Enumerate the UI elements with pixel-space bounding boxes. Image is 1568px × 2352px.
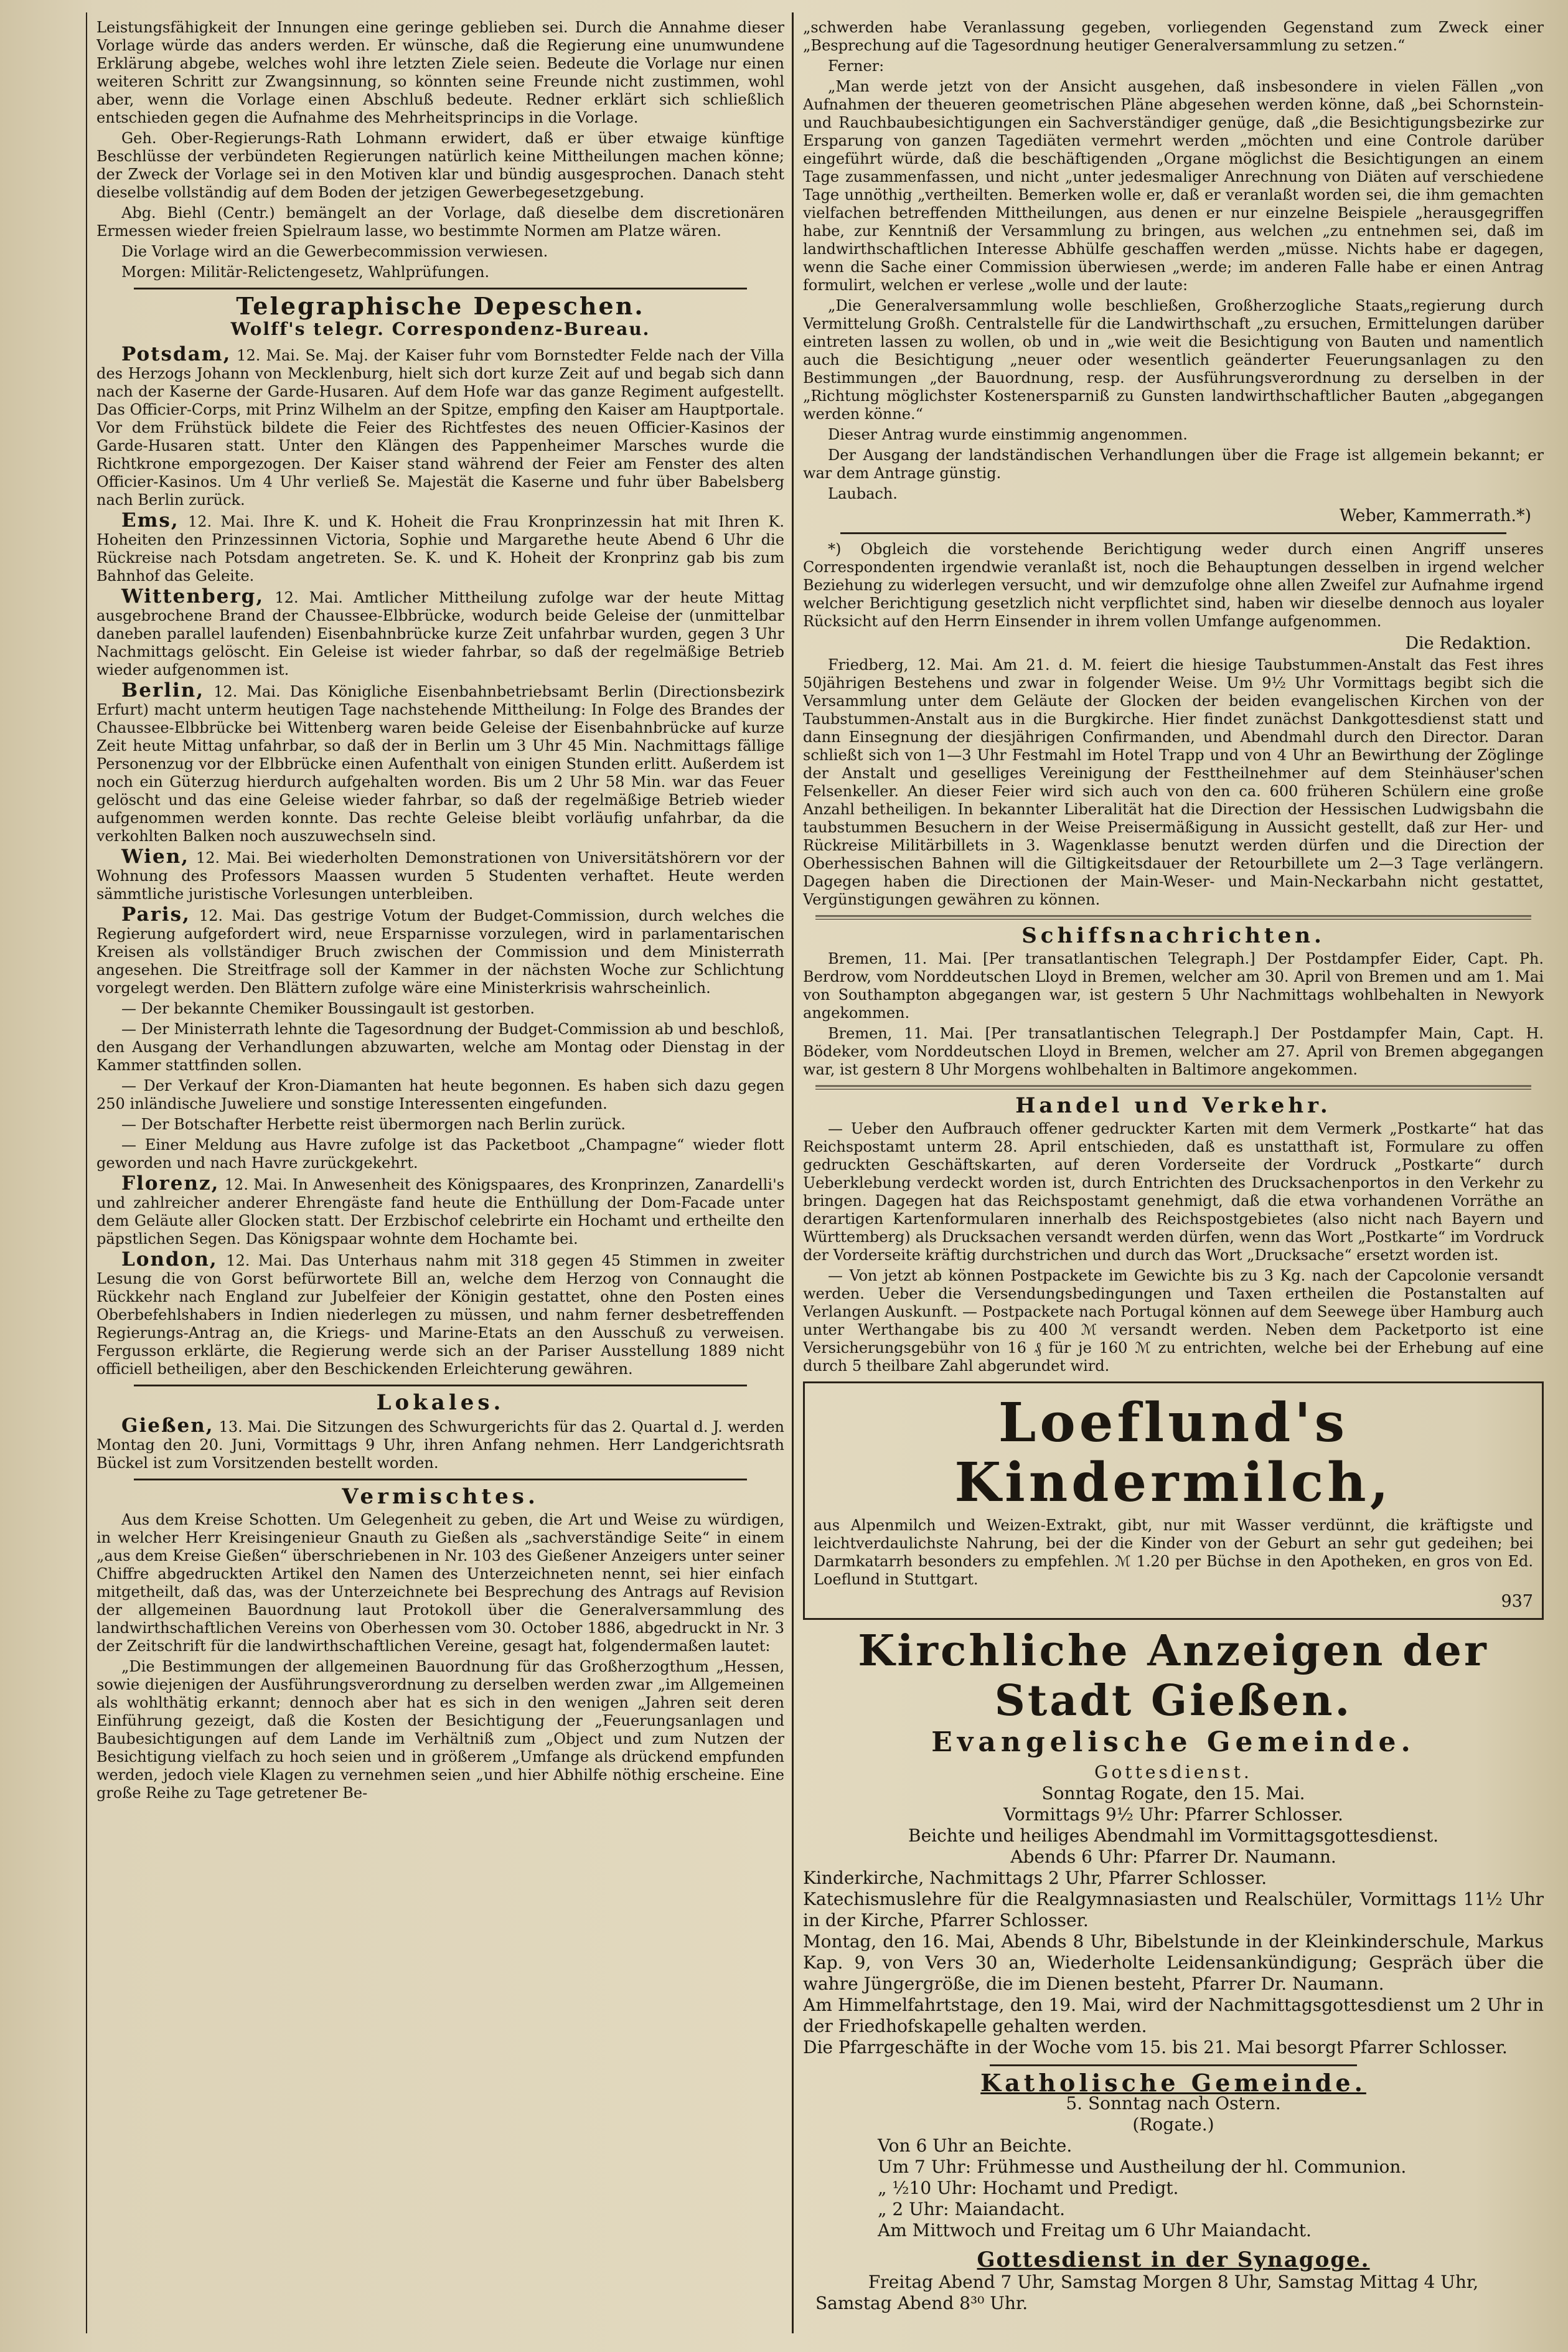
telegram-place: Berlin,	[121, 679, 205, 702]
telegram-item	[96, 845, 784, 903]
telegram-item	[96, 343, 784, 509]
schiffs-item: Bremen, 11. Mai. [Per transatlantischen Telegraph.] Der Postdampfer Eider, Capt. Ph. Berdrow, vom Norddeutschen Lloyd in Bremen, welcher am 30. April von Bremen und am 1. Mai von Southampton abgegangen war, ist gestern 5 Uhr Nachmittags wohlbehalten in Newyork angekommen.	[803, 950, 1544, 1022]
telegram-item	[96, 679, 784, 845]
handel-item: — Ueber den Aufbrauch offener gedruckter Karten mit dem Vermerk „Postkarte“ hat das Reichspostamt unterm 28. April entschieden, daß es unstatthaft ist, Formulare zu offen gedruckten Geschäftskarten, auf deren Vorderseite der Vordruck „Postkarte“ durch Ueberklebung verdeckt worden ist, durch Entrichten des Drucksachenportos in den Verkehr zu bringen. Dagegen hat das Reichspostamt genehmigt, daß die etwa vorhandenen Vorräthe an derartigen Kartenformularen innerhalb des Reichspostgebietes (also nicht nach Bayern und Württemberg) als Drucksachen versandt werden dürfen, wenn das Wort „Postkarte“ im Vordruck der Vorderseite kräftig durchstrichen und durch das Wort „Drucksache“ ersetzt worden ist.	[803, 1120, 1544, 1264]
section-divider	[815, 915, 1531, 920]
telegram-place: Wien,	[121, 845, 190, 868]
editorial-signature: Die Redaktion.	[1405, 634, 1531, 653]
catholic-subheading: 5. Sonntag nach Ostern.	[1066, 2093, 1281, 2114]
continued-paragraph: „schwerden habe Veranlassung gegeben, vorliegenden Gegenstand zum Zweck einer „Besprechung auf die Tagesordnung heutiger Generalversammlung zu setzen.“	[803, 19, 1544, 54]
intro-paragraph: Geh. Ober-Regierungs-Rath Lohmann erwidert, daß er über etwaige künftige Beschlüsse der verbündeten Regierungen natürlich keine Mittheilungen machen könne; der Zweck der Vorlage sei in den Motiven klar und bündig ausgesprochen. Danach steht dieselbe vollständig auf dem Boden der jetzigen Gewerbegesetzgebung.	[96, 129, 784, 201]
service-line: Vormittags 9½ Uhr: Pfarrer Schlosser.	[1003, 1804, 1343, 1825]
catholic-rogate: (Rogate.)	[1132, 2114, 1214, 2135]
service-line: „ 2 Uhr: Maiandacht.	[878, 2199, 1065, 2219]
intro-paragraph: Die Vorlage wird an die Gewerbecommission verwiesen.	[121, 243, 548, 260]
telegram-item	[96, 1077, 784, 1113]
synagogue-heading: Gottesdienst in der Synagoge.	[977, 2247, 1370, 2272]
handel-heading: Handel und Verkehr.	[1015, 1093, 1331, 1118]
schiffs-heading: Schiffsnachrichten.	[1021, 923, 1325, 948]
intro-paragraph: Leistungsfähigkeit der Innungen eine geringe geblieben sei. Durch die Annahme dieser Vorlage würde das anders werden. Er wünsche, daß die Regierung eine unumwundene Erklärung abgebe, welches wohl ihre letzten Ziele seien. Bedeute die Vorlage nur einen weiteren Schritt zur Zwangsinnung, so könnten seine Freunde nicht zustimmen, wohl aber, wenn die Vorlage einen Abschluß bedeute. Redner erklärt sich schließlich entschieden gegen die Aufnahme des Mehrheitsprincips in die Vorlage.	[96, 19, 784, 126]
schiffs-item: Bremen, 11. Mai. [Per transatlantischen Telegraph.] Der Postdampfer Main, Capt. H. Bödeker, vom Norddeutschen Lloyd in Bremen, welcher am 27. April von Bremen abgegangen war, ist gestern 8 Uhr Morgens wohlbehalten in Baltimore angekommen.	[803, 1025, 1544, 1078]
telegram-text: — Der bekannte Chemiker Boussingault ist gestorben.	[121, 1000, 535, 1017]
service-line: Sonntag Rogate, den 15. Mai.	[1041, 1783, 1305, 1804]
service-line: Die Pfarrgeschäfte in der Woche vom 15. bis 21. Mai besorgt Pfarrer Schlosser.	[803, 2037, 1508, 2058]
telegram-heading: Telegraphische Depeschen.	[236, 292, 645, 320]
telegram-subheading: Wolff's telegr. Correspondenz-Bureau.	[230, 319, 650, 339]
telegram-item	[96, 509, 784, 585]
telegram-place: Potsdam,	[121, 343, 232, 365]
telegram-text: 12. Mai. Bei wiederholten Demonstrationen von Universitätshörern vor der Wohnung des Professors Maassen wurden 5 Studenten verhaftet. Heute werden sämmtliche juristische Vorlesungen unterbleiben.	[96, 849, 784, 903]
telegram-text: 12. Mai. Ihre K. und K. Hoheit die Frau Kronprinzessin hat mit Ihren K. Hoheiten den Prinzessinnen Victoria, Sophie und Margarethe heute Abend 6 Uhr die Rückreise nach Potsdam angetreten. Se. K. und K. Hoheit der Kronprinz gab bis zum Bahnhof das Geleite.	[96, 513, 784, 585]
section-divider	[134, 1385, 747, 1386]
telegram-text: — Einer Meldung aus Havre zufolge ist das Packetboot „Champagne“ wieder flott geworden und nach Havre zurückgekehrt.	[96, 1136, 784, 1172]
synagogue-line: Samstag Abend 8³⁰ Uhr.	[815, 2293, 1028, 2313]
telegram-place: Florenz,	[121, 1172, 220, 1195]
continued-paragraph: Laubach.	[828, 485, 898, 502]
section-divider	[990, 2064, 1357, 2066]
service-heading: Gottesdienst.	[1094, 1762, 1252, 1782]
telegram-item	[96, 903, 784, 997]
service-line: Kinderkirche, Nachmittags 2 Uhr, Pfarrer Schlosser.	[803, 1868, 1267, 1888]
service-line: Katechismuslehre für die Realgymnasiasten und Realschüler, Vormittags 11½ Uhr in der Kirche, Pfarrer Schlosser.	[803, 1889, 1544, 1931]
friedberg-paragraph: Friedberg, 12. Mai. Am 21. d. M. feiert die hiesige Taubstummen-Anstalt das Fest ihres 50jährigen Bestehens und zwar in folgender Weise. Um 9½ Uhr Vormittags begibt sich die Versammlung unter dem Geläute der Glocken der beiden evangelischen Kirchen von der Taubstummen-Anstalt aus in die Burgkirche. Hier findet zunächst Dankgottesdienst statt und dann Einsegnung der diesjährigen Confirmanden, und Abendmahl durch den Director. Daran schließt sich von 1—3 Uhr Festmahl im Hotel Trapp und von 4 Uhr an Bewirthung der Zöglinge der Anstalt und geselliges Vereinigung der Festtheilnehmer auf dem Steinhäuser'schen Felsenkeller. An dieser Feier wird sich auch von den ca. 600 früheren Schülern eine große Anzahl betheiligen. In bekannter Liberalität hat die Direction der Hessischen Ludwigsbahn die taubstummen Besuchern in der Weise Preisermäßigung in Aussicht gestellt, daß zur Her- und Rückreise Militärbillets in 3. Wagenklasse benutzt werden dürfen und die Direction der Oberhessischen Bahnen will die Giltigkeitsdauer der Retourbillete um 2—3 Tage verlängern. Dagegen haben die Directionen der Main-Weser- und Main-Neckarbahn nicht gestattet, Vergünstigungen gewähren zu können.	[803, 656, 1544, 908]
right-column	[803, 19, 1544, 2327]
church-title: Kirchliche Anzeigen der Stadt Gießen.	[858, 1626, 1489, 1726]
continued-paragraph: Der Ausgang der landständischen Verhandlungen über die Frage ist allgemein bekannt; er war dem Antrage günstig.	[803, 446, 1544, 482]
intro-paragraph: Morgen: Militär-Relictengesetz, Wahlprüfungen.	[121, 263, 490, 281]
section-divider	[840, 532, 1506, 534]
continued-paragraph: Dieser Antrag wurde einstimmig angenommen.	[828, 426, 1188, 443]
section-divider	[134, 288, 747, 289]
telegram-item	[96, 1248, 784, 1378]
service-line: Von 6 Uhr an Beichte.	[878, 2135, 1073, 2156]
telegram-text: 12. Mai. In Anwesenheit des Königspaares, des Kronprinzen, Zanardelli's und zahlreicher anderer Ehrengäste fand heute die Enthüllung der Dom-Facade unter dem Geläute aller Glocken statt. Der Erzbischof celebrirte ein Hochamt und ertheilte den päpstlichen Segen. Das Königspaar wohnte dem Hochamte bei.	[96, 1176, 784, 1248]
service-line: Am Mittwoch und Freitag um 6 Uhr Maiandacht.	[878, 2220, 1312, 2241]
ad-number: 937	[1501, 1592, 1533, 1611]
telegram-list	[96, 343, 784, 1378]
catholic-heading: Katholische Gemeinde.	[980, 2069, 1366, 2097]
telegram-item	[96, 1136, 784, 1172]
service-line: „ ½10 Uhr: Hochamt und Predigt.	[878, 2178, 1179, 2198]
advertisement-box	[803, 1381, 1544, 1620]
intro-paragraph: Abg. Biehl (Centr.) bemängelt an der Vorlage, daß dieselbe dem discretionären Ermessen wieder freien Spielraum lasse, wo bestimmte Normen am Platze wären.	[96, 204, 784, 240]
service-line: Um 7 Uhr: Frühmesse und Austheilung der hl. Communion.	[878, 2157, 1407, 2177]
telegram-text: 12. Mai. Das gestrige Votum der Budget-Commission, durch welches die Regierung aufgefordert wird, neue Ersparnisse vorzulegen, wird in parlamentarischen Kreisen als vollständiger Bruch zwischen der Commission und dem Ministerrath angesehen. Die Streitfrage soll der Kammer in der nächsten Woche zur Schlichtung vorgelegt werden. Den Blättern zufolge wäre eine Ministerkrisis wahrscheinlich.	[96, 907, 784, 997]
handel-item: — Von jetzt ab können Postpackete im Gewichte bis zu 3 Kg. nach der Capcolonie versandt werden. Ueber die Versendungsbedingungen und Taxen ertheilen die Postanstalten auf Verlangen Auskunft. — Postpackete nach Portugal können auf dem Seewege über Hamburg auch unter Werthangabe bis zu 400 ℳ versandt werden. Neben dem Packetporto ist eine Versicherungsgebühr von 16 ₰ für je 160 ℳ zu entrichten, welche bei der Erhebung auf eine durch 5 theilbare Zahl abgerundet wird.	[803, 1267, 1544, 1375]
telegram-text: 12. Mai. Das Unterhaus nahm mit 318 gegen 45 Stimmen in zweiter Lesung die von Gorst befürwortete Bill an, welche dem Herzog von Connaught die Rückkehr nach England zur Jubelfeier der Königin gestattet, ohne den Posten eines Oberbefehlshabers in Indien niederlegen zu müssen, und nahm ferner desbetreffenden Regierungs-Antrag an, die Kriegs- und Marine-Etats an den Ausschuß zu verweisen. Fergusson erklärte, die Regierung werde sich an der Pariser Ausstellung 1889 nicht officiell betheiligen, aber den Beschickenden Erleichterung gewähren.	[96, 1252, 784, 1378]
section-divider	[815, 1085, 1531, 1089]
telegram-place: Paris,	[121, 903, 190, 926]
evangelical-service-list	[803, 1783, 1544, 2058]
service-line: Beichte und heiliges Abendmahl im Vormittagsgottesdienst.	[908, 1825, 1439, 1846]
service-line: Am Himmelfahrtstage, den 19. Mai, wird der Nachmittagsgottesdienst um 2 Uhr in der Friedhofskapelle gehalten werden.	[803, 1995, 1544, 2036]
telegram-text: 12. Mai. Das Königliche Eisenbahnbetriebsamt Berlin (Directionsbezirk Erfurt) macht unterm heutigen Tage nachstehende Mittheilung: In Folge des Brandes der Chaussee-Elbbrücke bei Wittenberg waren beide Geleise der Eisenbahnbrücke auf kurze Zeit heute Mittag unfahrbar, so daß der in Berlin um 3 Uhr 45 Min. Nachmittags fällige Personenzug vor der Elbbrücke einen Aufenthalt von einigen Stunden erlitt. Außerdem ist noch ein Güterzug hierdurch aufgehalten worden. Bis um 2 Uhr 58 Min. war das Feuer gelöscht und das eine Geleise wieder fahrbar, so daß der regelmäßige Betrieb wieder aufgenommen werden konnte. Das rechte Geleise bleibt vorläufig unfahrbar, da die verkohlten Balken noch auszuwechseln sind.	[96, 683, 784, 845]
synagogue-line: Freitag Abend 7 Uhr, Samstag Morgen 8 Uhr, Samstag Mittag 4 Uhr,	[868, 2272, 1479, 2292]
telegram-item	[96, 1000, 784, 1018]
ad-text: aus Alpenmilch und Weizen-Extrakt, gibt, nur mit Wasser verdünnt, die kräftigste und leichtverdaulichste Nahrung, bei der die Kinder von der Geburt an sehr gut gedeihen; bei Darmkatarrh besonders zu empfehlen. ℳ 1.20 per Büchse in den Apotheken, en gros von Ed. Loeflund in Stuttgart.	[814, 1517, 1533, 1588]
church-notices	[803, 1626, 1544, 2314]
continued-paragraph: Ferner:	[828, 57, 885, 75]
telegram-item	[96, 585, 784, 679]
telegram-text: — Der Verkauf der Kron-Diamanten hat heute begonnen. Es haben sich dazu gegen 250 inländische Juweliere und sonstige Interessenten eingefunden.	[96, 1077, 784, 1112]
service-line: Abends 6 Uhr: Pfarrer Dr. Naumann.	[1010, 1846, 1336, 1867]
section-divider	[134, 1479, 747, 1480]
telegram-text: — Der Botschafter Herbette reist übermorgen nach Berlin zurück.	[121, 1116, 626, 1133]
telegram-item	[96, 1116, 784, 1134]
continued-paragraph: „Die Generalversammlung wolle beschließen, Großherzogliche Staats„regierung durch Vermittelung Großh. Centralstelle für die Landwirthschaft „zu ersuchen, Ermittelungen darüber eintreten lassen zu wollen, ob und in „wie weit die Besichtigung von Bauten und namentlich auch die Besichtigung „neuer oder wesentlich geänderter Feuerungsanlagen zu den Bestimmungen „der Bauordnung, resp. der Ausführungsverordnung zu derselben in der „Richtung möglichster Kostenersparniß zu Gunsten landwirthschaftlicher Bauten „abgegangen werden könne.“	[803, 297, 1544, 423]
telegram-text: 12. Mai. Se. Maj. der Kaiser fuhr vom Bornstedter Felde nach der Villa des Herzogs Johann von Mecklenburg, hielt sich dort kurze Zeit auf und begab sich dann nach der Kaserne der Garde-Husaren. Auf dem Hofe war das ganze Regiment aufgestellt. Das Officier-Corps, mit Prinz Wilhelm an der Spitze, empfing den Kaiser am Hauptportale. Vor dem Frühstück bildete die Feier des Richtfestes des neuen Officier-Kasinos der Garde-Husaren statt. Unter den Klängen des Pappenheimer Marsches wurde die Richtkrone emporgezogen. Der Kaiser stand während der Feier am Fenster des alten Officier-Kasinos. Um 4 Uhr verließ Se. Majestät die Kaserne und fuhr über Babelsberg nach Berlin zurück.	[96, 347, 784, 509]
lokales-place: Gießen,	[121, 1414, 214, 1437]
telegram-place: Wittenberg,	[121, 585, 265, 608]
column-divider	[792, 12, 794, 2333]
left-border-rule	[86, 12, 87, 2333]
telegram-text: 12. Mai. Amtlicher Mittheilung zufolge war der heute Mittag ausgebrochene Brand der Chaussee-Elbbrücke, wodurch beide Geleise der (unmittelbar daneben parallel laufenden) Eisenbahnbrücke kurze Zeit unfahrbar wurden, gegen 3 Uhr Nachmittags gelöscht. Ein Geleise ist wieder fahrbar, so daß der regelmäßige Betrieb wieder aufgenommen ist.	[96, 589, 784, 679]
telegram-place: Ems,	[121, 509, 179, 532]
telegram-item	[96, 1020, 784, 1075]
ad-title: Loeflund's Kindermilch,	[954, 1391, 1392, 1514]
vermischtes-heading: Vermischtes.	[342, 1484, 539, 1509]
left-column	[96, 19, 784, 2327]
telegram-text: — Der Ministerrath lehnte die Tagesordnung der Budget-Commission ab und beschloß, den Ausgang der Verhandlungen abzuwarten, welche am Montag oder Dienstag in der Kammer stattfinden sollen.	[96, 1020, 784, 1074]
continued-paragraph: „Man werde jetzt von der Ansicht ausgehen, daß insbesondere in vielen Fällen „von Aufnahmen der theueren geometrischen Pläne abgesehen werden könne, daß „bei Schornstein- und Rauchbaubesichtigungen ein Sachverständiger genüge, daß „die Besichtigungsbezirke zur Ersparung von ganzen Tagediäten vermehrt werden „möchten und eine Controle darüber eingeführt würde, daß die beschäftigenden „Organe möglichst die Besichtigungen an einem Tage zusammenfassen, und nicht „unter jedesmaliger Anrechnung von Diäten auf verschiedene Tage unnöthig „vertheilten. Bemerken wolle er, daß er veranlaßt worden sei, die ihm gemachten vielfachen betreffenden Mittheilungen, aus denen er nur einzelne Beispiele „herausgegriffen habe, zur Kenntniß der Versammlung zu bringen, aus welchen „zu entnehmen sei, daß im landwirthschaftlichen Interesse Abhülfe geschaffen werden „müsse. Nichts habe er dagegen, wenn die Sache einer Commission überwiesen „werde; im anderen Falle habe er einen Antrag formulirt, welchen er verlese „wolle und der laute:	[803, 78, 1544, 294]
editorial-footnote: *) Obgleich die vorstehende Berichtigung weder durch einen Angriff unseres Correspondenten irgendwie veranlaßt ist, noch die Behauptungen desselben in irgend welcher Beziehung zu widerlegen versucht, und wir demzufolge ohne allen Zweifel zur Aufnahme irgend welcher Berichtigung gesetzlich nicht verpflichtet sind, haben wir dieselbe dennoch aus loyaler Rücksicht auf den Herrn Einsender in ihrem vollen Umfange aufgenommen.	[803, 540, 1544, 630]
lokales-heading: Lokales.	[376, 1390, 505, 1415]
telegram-item	[96, 1172, 784, 1248]
catholic-service-list	[803, 2135, 1544, 2241]
vermischtes-paragraph: Aus dem Kreise Schotten. Um Gelegenheit zu geben, die Art und Weise zu würdigen, in welcher Herr Kreisingenieur Gnauth zu Gießen als „sachverständige Seite“ in einem „aus dem Kreise Gießen“ überschriebenen in Nr. 103 des Gießener Anzeigers unter seiner Chiffre abgedruckten Artikel den Namen des Unterzeichneten nennt, sei hier einfach mitgetheilt, daß das, was der Unterzeichnete bei Besprechung des Antrags auf Revision der allgemeinen Bauordnung laut Protokoll über die Generalversammlung des landwirthschaftlichen Vereins von Oberhessen vom 30. October 1886, abgedruckt in Nr. 3 der Zeitschrift für die landwirthschaftlichen Vereine, gesagt hat, folgendermaßen lautet:	[96, 1511, 784, 1655]
telegram-place: London,	[121, 1248, 218, 1271]
signature: Weber, Kammerrath.*)	[1339, 506, 1531, 525]
vermischtes-quote: „Die Bestimmungen der allgemeinen Bauordnung für das Großherzogthum „Hessen, sowie diejenigen der Ausführungsverordnung zu derselben werden zwar „im Allgemeinen als wohlthätig erkannt; dennoch aber hat es sich in den wenigen „Jahren seit deren Einführung gezeigt, daß die Kosten der Besichtigung der „Feuerungsanlagen und Baubesichtigungen auf dem Lande im Verhältniß zum „Object und zum Nutzen der Besichtigung vielfach zu hoch seien und in größerem „Umfange als drückend empfunden werden, jedoch viele Klagen zu vernehmen seien „und hier Abhilfe nöthig erscheine. Eine große Reihe zu Tage getretener Be-	[96, 1658, 784, 1802]
lokales-text: 13. Mai. Die Sitzungen des Schwurgerichts für das 2. Quartal d. J. werden Montag den 20. Juni, Vormittags 9 Uhr, ihren Anfang nehmen. Herr Landgerichtsrath Bückel ist zum Vorsitzenden bestellt worden.	[96, 1418, 784, 1472]
service-line: Montag, den 16. Mai, Abends 8 Uhr, Bibelstunde in der Kleinkinderschule, Markus Kap. 9, von Vers 30 an, Wiederholte Leidensankündigung; Gespräch über die wahre Jüngergröße, die im Dienen besteht, Pfarrer Dr. Naumann.	[803, 1931, 1544, 1994]
evangelical-heading: Evangelische Gemeinde.	[931, 1726, 1415, 1758]
